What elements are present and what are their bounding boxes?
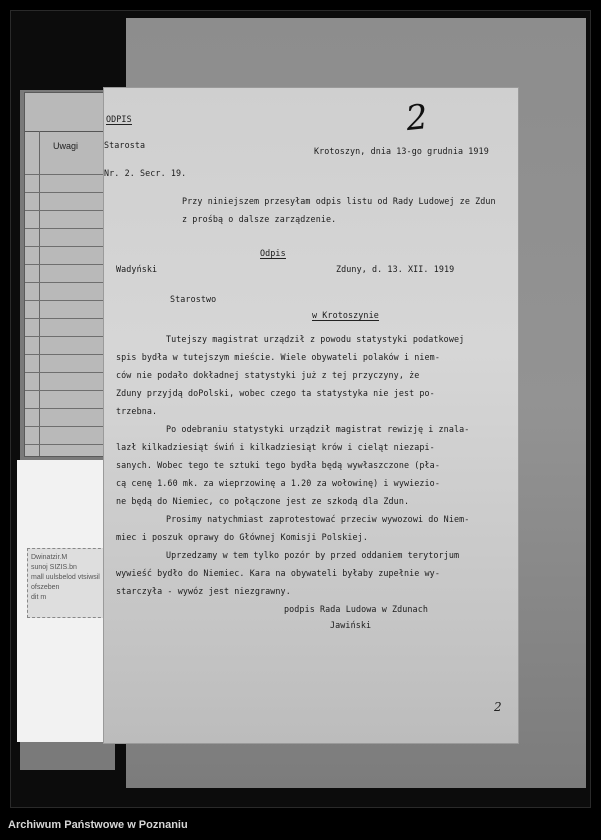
cover-note-line: Przy niniejszem przesyłam odpis listu od Rady Ludowej ze Zdun [182,196,496,206]
body-line: Tutejszy magistrat urządził z powodu statystyki podatkowej [166,334,465,344]
body-line: lazł kilkadziesiąt świń i kilkadziesiąt krów i cieląt niezapi- [116,442,435,452]
place-date: Krotoszyn, dnia 13-go grudnia 1919 [314,146,489,156]
ledger-row [25,373,109,391]
body-line: cą cenę 1.60 mk. za wieprzowinę a 1.20 za wołowinę) i wywiezio- [116,478,440,488]
ledger-row [25,427,109,445]
archive-credit: Archiwum Państwowe w Poznaniu [8,819,188,831]
corner-mark: 2 [494,700,502,714]
document-page [104,88,518,743]
body-line: Zduny przyjdą doPolski, wobec czego ta statystyka nie jest po- [116,388,435,398]
stamp-line: ofszeben [31,584,60,591]
ledger-row [25,157,109,175]
reference-number: Nr. 2. Secr. 19. [104,168,187,178]
signature-line: Jawiński [330,620,372,630]
archive-stamp [27,548,111,618]
ledger-row [25,193,109,211]
ledger-row [25,265,109,283]
ledger-row [25,229,109,247]
office-name: Starosta [104,140,146,150]
ledger-column-label: Uwagi [53,141,79,151]
body-line: ne będą do Niemiec, co połączone jest ze szkodą dla Zdun. [116,496,410,506]
stamp-line: sunoj SIZIS.bn [31,564,77,571]
ledger-row [25,301,109,319]
addressee-line: Starostwo [170,294,217,304]
document-title: ODPIS [106,114,132,124]
handwritten-page-number: 2 [403,96,430,140]
copy-sender: Wadyński [116,264,158,274]
ledger-row [25,211,109,229]
body-line: Uprzedzamy w tem tylko pozór by przed oddaniem terytorjum [166,550,460,560]
signature-line: podpis Rada Ludowa w Zdunach [284,604,428,614]
body-line: Po odebraniu statystyki urządził magistrat rewizję i znala- [166,424,470,434]
copy-date: Zduny, d. 13. XII. 1919 [336,264,455,274]
body-line: miec i poszuk oprawy do Głównej Komisji Polskiej. [116,532,368,542]
cover-note-line: z prośbą o dalsze zarządzenie. [182,214,337,224]
body-line: starczyła - wywóz jest niezgrawny. [116,586,291,596]
body-line: sanych. Wobec tego te sztuki tego bydła będą wywłaszczone (pła- [116,460,440,470]
ledger-header [25,93,109,132]
ledger-row [25,175,109,193]
body-line: trzebna. [116,406,158,416]
stamp-line: mall uulsbelod vtsiwsil [31,574,100,581]
ledger-row [25,283,109,301]
ledger-rows [25,157,109,457]
ledger-row [25,355,109,373]
stamp-line: dit m [31,594,47,601]
body-line: wywieść bydło do Niemiec. Kara na obywateli byłaby zupełnie wy- [116,568,440,578]
copy-heading: Odpis [260,248,286,258]
ledger-row [25,247,109,265]
ledger-row [25,319,109,337]
ledger-row [25,337,109,355]
addressee-line: w Krotoszynie [312,310,379,320]
ledger-row [25,409,109,427]
ledger-row [25,391,109,409]
body-line: Prosimy natychmiast zaprotestować przeciw wywozowi do Niem- [166,514,470,524]
body-line: ców nie podało dokładnej statystyki już z tej przyczyny, że [116,370,420,380]
ledger-card [24,92,110,457]
stamp-line: Dwinatzir.M [31,554,68,561]
body-line: spis bydła w tutejszym mieście. Wiele obywateli polaków i niem- [116,352,440,362]
ledger-row [25,445,109,457]
